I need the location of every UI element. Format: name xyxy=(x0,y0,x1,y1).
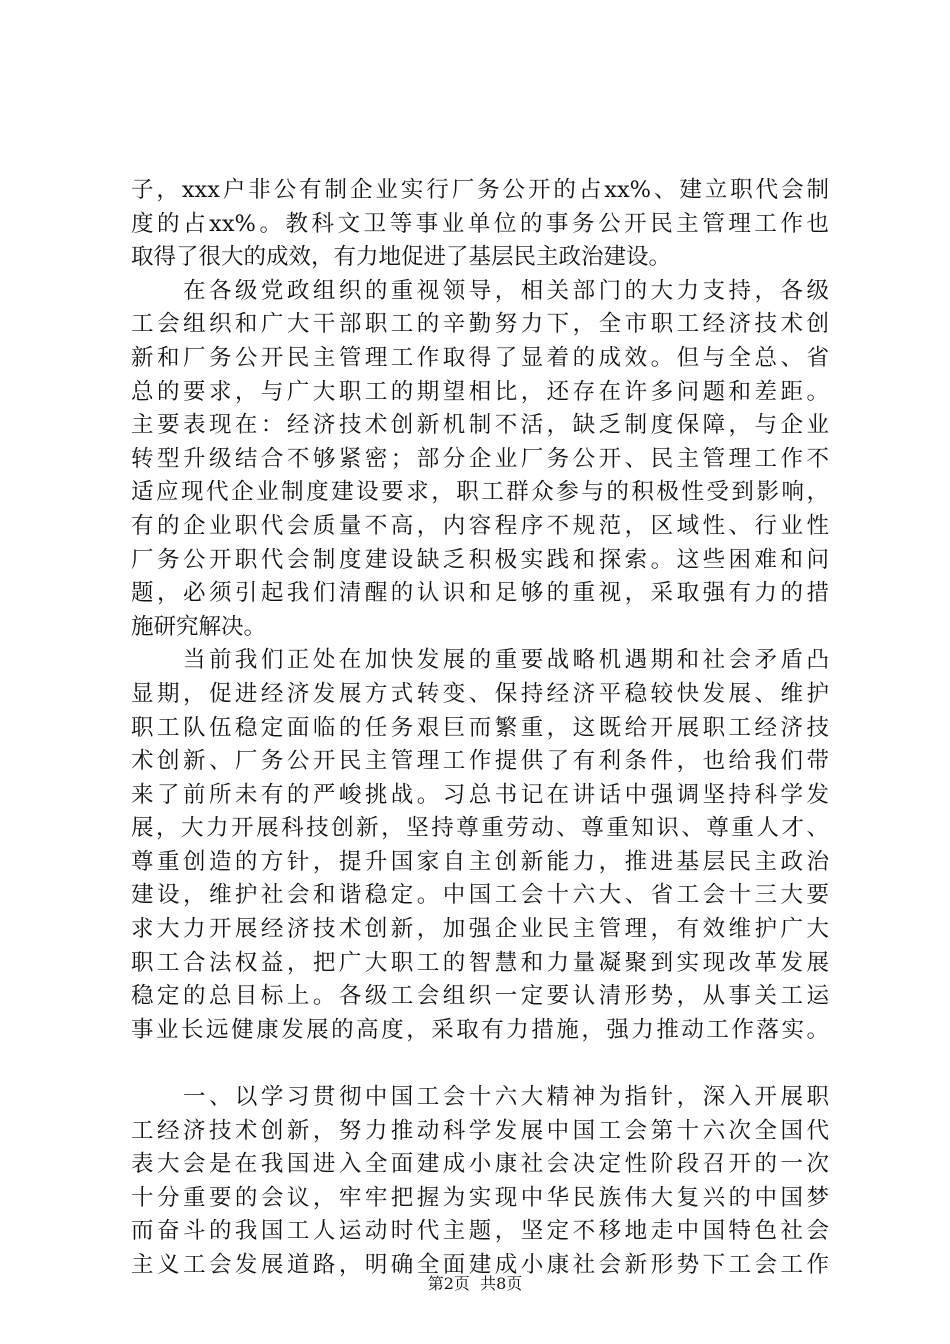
text-line: 而奋斗的我国工人运动时代主题，坚定不移地走中国特色社会 xyxy=(131,1218,829,1245)
text-line: 适应现代企业制度建设要求，职工群众参与的积极性受到影响， xyxy=(131,479,829,506)
text-line: 一、以学习贯彻中国工会十六大精神为指针，深入开展职 xyxy=(131,1084,829,1111)
text-line: 转型升级结合不够紧密；部分企业厂务公开、民主管理工作不 xyxy=(131,445,829,472)
text-line: 事业长远健康发展的高度，采取有力措施，强力推动工作落实。 xyxy=(131,1016,829,1043)
text-line: 子，xxx户非公有制企业实行厂务公开的占xx%、建立职代会制 xyxy=(131,177,829,203)
blank-line xyxy=(131,1047,829,1081)
text-line: 尊重创造的方针，提升国家自主创新能力，推进基层民主政治 xyxy=(131,848,829,875)
text-line: 施研究解决。 xyxy=(131,613,267,640)
text-line: 建设，维护社会和谐稳定。中国工会十六大、省工会十三大要 xyxy=(131,882,829,909)
text-line: 厂务公开职代会制度建设缺乏积极实践和探索。这些困难和问 xyxy=(131,546,829,573)
text-line: 度的占xx%。教科文卫等事业单位的事务公开民主管理工作也 xyxy=(131,210,829,237)
text-line: 来了前所未有的严峻挑战。习总书记在讲话中强调坚持科学发 xyxy=(131,781,829,808)
text-line: 显期，促进经济发展方式转变、保持经济平稳较快发展、维护 xyxy=(131,680,829,707)
page-footer: 第2页 共8页 xyxy=(427,1274,523,1293)
text-line: 职工队伍稳定面临的任务艰巨而繁重，这既给开展职工经济技 xyxy=(131,714,829,741)
text-line: 职工合法权益，把广大职工的智慧和力量凝聚到实现改革发展 xyxy=(131,949,829,976)
text-line: 主义工会发展道路，明确全面建成小康社会新形势下工会工作 xyxy=(131,1252,829,1278)
text-line: 展，大力开展科技创新，坚持尊重劳动、尊重知识、尊重人才、 xyxy=(131,815,829,842)
text-line: 求大力开展经济技术创新，加强企业民主管理，有效维护广大 xyxy=(131,916,829,943)
text-line: 表大会是在我国进入全面建成小康社会决定性阶段召开的一次 xyxy=(131,1151,829,1178)
text-line: 总的要求，与广大职工的期望相比，还存在许多问题和差距。 xyxy=(131,378,829,405)
text-line: 工会组织和广大干部职工的辛勤努力下，全市职工经济技术创 xyxy=(131,311,829,338)
text-line: 有的企业职代会质量不高，内容程序不规范，区域性、行业性 xyxy=(131,512,829,539)
text-line: 十分重要的会议，牢牢把握为实现中华民族伟大复兴的中国梦 xyxy=(131,1184,829,1211)
document-body xyxy=(131,174,829,1283)
text-line: 题，必须引起我们清醒的认识和足够的重视，采取强有力的措 xyxy=(131,580,829,607)
text-line: 在各级党政组织的重视领导，相关部门的大力支持，各级 xyxy=(131,277,829,304)
text-line: 取得了很大的成效，有力地促进了基层民主政治建设。 xyxy=(131,244,672,271)
text-line: 工经济技术创新，努力推动科学发展中国工会第十六次全国代 xyxy=(131,1117,829,1144)
text-line: 当前我们正处在加快发展的重要战略机遇期和社会矛盾凸 xyxy=(131,647,829,674)
text-line: 术创新、厂务公开民主管理工作提供了有利条件，也给我们带 xyxy=(131,748,829,775)
text-line: 主要表现在：经济技术创新机制不活，缺乏制度保障，与企业 xyxy=(131,412,829,439)
text-line: 稳定的总目标上。各级工会组织一定要认清形势，从事关工运 xyxy=(131,983,829,1010)
text-line: 新和厂务公开民主管理工作取得了显着的成效。但与全总、省 xyxy=(131,344,829,371)
